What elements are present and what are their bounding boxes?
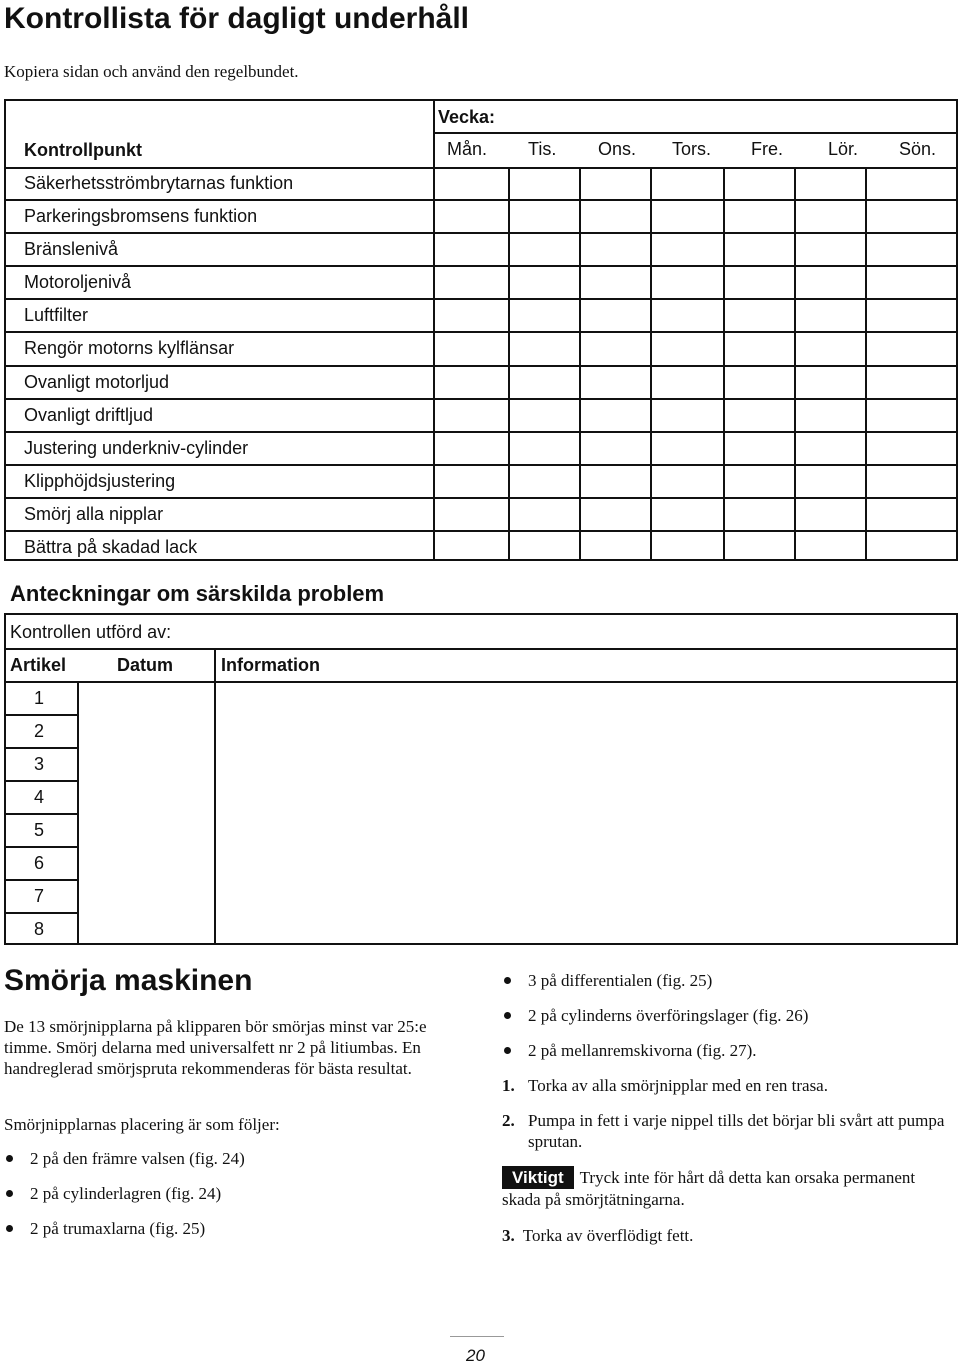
step-item: 1. Torka av alla smörjnipplar med en ren trasa. xyxy=(502,1076,828,1095)
day-tuesday: Tis. xyxy=(528,139,557,159)
placement-intro: Smörjnipplarnas placering är som följer: xyxy=(4,1115,280,1134)
checklist-item: Bränslenivå xyxy=(24,239,119,259)
checklist-item: Motoroljenivå xyxy=(24,272,132,292)
notes-row-number: 2 xyxy=(34,721,45,741)
list-item: 2 på trumaxlarna (fig. 25) xyxy=(4,1218,474,1239)
list-item: 2 på den främre valsen (fig. 24) xyxy=(4,1148,474,1169)
list-item: 3 på differentialen (fig. 25) xyxy=(502,970,952,991)
footer-divider xyxy=(450,1336,504,1337)
day-monday: Mån. xyxy=(447,139,488,159)
step-item: 2. Pumpa in fett i varje nippel tills det börjar bli svårt att pumpa sprutan. xyxy=(502,1111,945,1151)
warning-note xyxy=(502,1166,947,1210)
notes-row-number: 4 xyxy=(34,787,45,807)
notes-row-number: 6 xyxy=(34,853,45,873)
notes-title: Anteckningar om särskilda problem xyxy=(10,581,385,606)
column-date: Datum xyxy=(117,655,174,675)
notes-row-number: 1 xyxy=(34,688,45,708)
lubrication-title: Smörja maskinen xyxy=(4,964,253,997)
checklist-item: Ovanligt driftljud xyxy=(24,405,154,425)
bullet-icon xyxy=(6,1225,13,1232)
checklist-item: Bättra på skadad lack xyxy=(24,537,198,557)
day-saturday: Lör. xyxy=(828,139,859,159)
right-list xyxy=(502,970,952,1166)
warning-badge: Viktigt xyxy=(502,1166,574,1189)
warning-text: Tryck inte för hårt då detta kan orsaka permanent skada på smörjtätningarna. xyxy=(502,1168,916,1209)
left-bullet-list xyxy=(4,1148,474,1253)
checklist-item: Säkerhetsströmbrytarnas funktion xyxy=(24,173,294,193)
list-item: 2 på cylinderlagren (fig. 24) xyxy=(4,1183,474,1204)
checklist-item: Justering underkniv-cylinder xyxy=(24,438,249,458)
checklist-item: Klipphöjdsjustering xyxy=(24,471,176,491)
bullet-icon xyxy=(504,1047,511,1054)
day-thursday: Tors. xyxy=(672,139,712,159)
day-wednesday: Ons. xyxy=(598,139,637,159)
day-sunday: Sön. xyxy=(899,139,937,159)
notes-row-number: 7 xyxy=(34,886,45,906)
bullet-icon xyxy=(6,1190,13,1197)
checklist-item: Luftfilter xyxy=(24,305,89,325)
list-item: 2 på mellanremskivorna (fig. 27). xyxy=(502,1040,952,1061)
checkpoint-header: Kontrollpunkt xyxy=(24,140,142,160)
checklist-item: Parkeringsbromsens funktion xyxy=(24,206,258,226)
daily-checklist-table xyxy=(4,99,958,561)
notes-table xyxy=(4,613,958,945)
bullet-icon xyxy=(6,1155,13,1162)
week-label: Vecka: xyxy=(438,107,496,127)
notes-row-number: 3 xyxy=(34,754,45,774)
intro-text: Kopiera sidan och använd den regelbundet. xyxy=(4,62,299,81)
page-title: Kontrollista för dagligt underhåll xyxy=(4,2,469,35)
lubrication-paragraph: De 13 smörjnipplarna på klipparen bör smörjas minst var 25:e timme. Smörj delarna med universalfett nr 2 på litiumbas. En handreglerad smörjspruta rekommenderas för bästa resultat. xyxy=(4,1017,427,1078)
notes-row-number: 8 xyxy=(34,919,45,939)
page-number: 20 xyxy=(466,1346,485,1365)
day-friday: Fre. xyxy=(751,139,784,159)
column-information: Information xyxy=(221,655,320,675)
column-article: Artikel xyxy=(10,655,67,675)
checklist-item: Ovanligt motorljud xyxy=(24,372,170,392)
step-item: 3. Torka av överflödigt fett. xyxy=(502,1226,694,1245)
bullet-icon xyxy=(504,977,511,984)
bullet-icon xyxy=(504,1012,511,1019)
list-item: 2 på cylinderns överföringslager (fig. 26) xyxy=(502,1005,952,1026)
performed-by-label: Kontrollen utförd av: xyxy=(10,622,172,642)
checklist-item: Rengör motorns kylflänsar xyxy=(24,338,235,358)
checklist-item: Smörj alla nipplar xyxy=(24,504,164,524)
notes-row-number: 5 xyxy=(34,820,45,840)
